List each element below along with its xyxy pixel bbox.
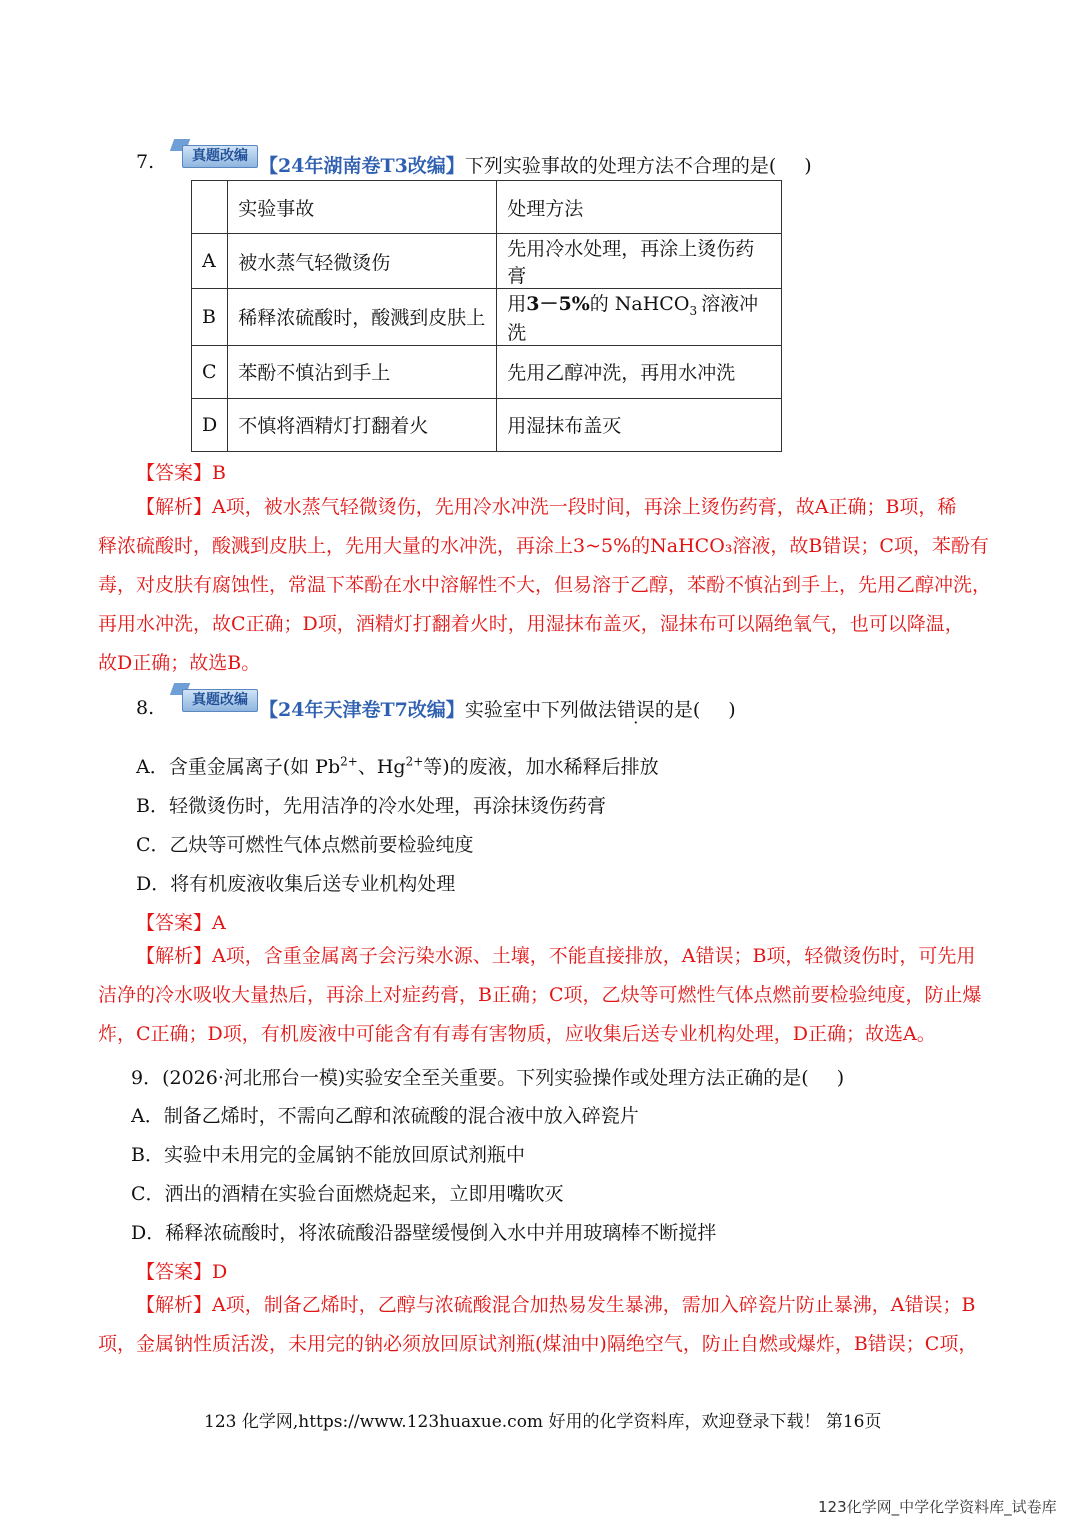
method-pre: 用: [507, 293, 527, 315]
site-watermark: 123化学网_中学化学资料库_试卷库: [818, 1498, 1057, 1516]
option-sup: 2+: [405, 754, 424, 769]
table-row: [192, 289, 782, 346]
analysis-line: 【解析】A项，被水蒸气轻微烫伤，先用冷水冲洗一段时间，再涂上烫伤药膏，故A正确；B项，稀: [136, 496, 957, 518]
analysis-line: 毒，对皮肤有腐蚀性，常温下苯酚在水中溶解性不大，但易溶于乙醇，苯酚不慎沾到手上，先用乙醇冲洗，: [98, 574, 992, 596]
option-post: 等)的废液，加水稀释后排放: [423, 756, 659, 778]
q7-stem-text: 下列实验事故的处理方法不合理的是(: [464, 155, 777, 177]
row-label: A: [192, 234, 228, 289]
q7-number: 7.: [136, 151, 155, 173]
q8-answer: 【答案】A: [136, 912, 226, 934]
table-header-cell: 实验事故: [228, 181, 497, 234]
method-sub: 3: [689, 303, 698, 318]
option-pre: A．含重金属离子(如 Pb: [136, 756, 341, 778]
analysis-line: 【解析】A项，含重金属离子会污染水源、土壤，不能直接排放，A错误；B项，轻微烫伤时，可先用: [136, 945, 976, 967]
table-row: [192, 398, 782, 451]
row-label: D: [192, 398, 228, 451]
q9-option-c: C．洒出的酒精在实验台面燃烧起来，立即用嘴吹灭: [131, 1183, 564, 1205]
q9-option-b: B．实验中未用完的金属钠不能放回原试剂瓶中: [131, 1144, 525, 1166]
table-header-cell: [192, 181, 228, 234]
q8-option-d: D．将有机废液收集后送专业机构处理: [136, 873, 456, 895]
method-bold: 3－5%: [526, 293, 590, 315]
q7-stem-end: ): [804, 155, 812, 177]
badge-label: 真题改编: [182, 145, 258, 168]
q8-stem-post: 的是(: [654, 699, 701, 721]
table-header-cell: 处理方法: [497, 181, 782, 234]
option-mid: 、Hg: [357, 756, 406, 778]
row-label: C: [192, 345, 228, 398]
page-footer: 123 化学网,https://www.123huaxue.com 好用的化学资料库，欢迎登录下载！ 第16页: [204, 1412, 882, 1432]
row-label: B: [192, 289, 228, 346]
q8-stem-end: ): [728, 699, 736, 721]
q8-number: 8.: [136, 697, 155, 719]
method-mid: 的 NaHCO: [589, 293, 690, 315]
q9-stem-end: ): [836, 1067, 845, 1089]
analysis-line: 释浓硫酸时，酸溅到皮肤上，先用大量的水冲洗，再涂上3~5%的NaHCO₃溶液，故B错误；C项，苯酚有: [98, 535, 989, 557]
q9-answer: 【答案】D: [136, 1261, 228, 1283]
exam-badge-q7: [172, 139, 258, 169]
analysis-line: 炸，C正确；D项，有机废液中可能含有有毒有害物质，应收集后送专业机构处理，D正确；故选A。: [98, 1023, 936, 1045]
row-accident: 稀释浓硫酸时，酸溅到皮肤上: [228, 289, 497, 346]
q8-option-a: [136, 752, 659, 779]
row-accident: 被水蒸气轻微烫伤: [228, 234, 497, 289]
exam-badge-q8: [172, 683, 258, 713]
q8-option-c: C．乙炔等可燃性气体点燃前要检验纯度: [136, 834, 474, 856]
q7-analysis: [98, 488, 992, 683]
q9-stem: [131, 1063, 844, 1090]
q8-source: 【24年天津卷T7改编】: [259, 699, 465, 721]
q8-stem-pre: 实验室中下列做法: [464, 699, 617, 721]
q8-stem-dotted: 错误: [616, 699, 655, 721]
analysis-line: 故D正确；故选B。: [98, 652, 261, 674]
row-method: 先用冷水处理，再涂上烫伤药膏: [497, 234, 782, 289]
q9-stem-text: 9．(2026·河北邢台一模)实验安全至关重要。下列实验操作或处理方法正确的是(: [131, 1067, 809, 1089]
row-method: 先用乙醇冲洗，再用水冲洗: [497, 345, 782, 398]
q9-analysis: [98, 1286, 988, 1364]
q7-answer: 【答案】B: [136, 462, 226, 484]
q7-stem: [259, 151, 812, 178]
row-method: 用湿抹布盖灭: [497, 398, 782, 451]
table-header-row: [192, 181, 782, 234]
analysis-line: 【解析】A项，制备乙烯时，乙醇与浓硫酸混合加热易发生暴沸，需加入碎瓷片防止暴沸，A错误；B: [136, 1294, 976, 1316]
table-row: [192, 345, 782, 398]
q8-stem: [259, 695, 736, 722]
badge-label: 真题改编: [182, 689, 258, 712]
table-row: [192, 234, 782, 289]
q8-option-b: B．轻微烫伤时，先用洁净的冷水处理，再涂抹烫伤药膏: [136, 795, 606, 817]
q8-analysis: [98, 937, 988, 1054]
analysis-line: 再用水冲洗，故C正确；D项，酒精灯打翻着火时，用湿抹布盖灭，湿抹布可以隔绝氧气，也可以降温，: [98, 613, 964, 635]
q9-option-a: A．制备乙烯时，不需向乙醇和浓硫酸的混合液中放入碎瓷片: [131, 1105, 639, 1127]
option-sup: 2+: [340, 754, 358, 769]
q7-table: [191, 180, 782, 452]
row-method: [497, 289, 782, 346]
analysis-line: 洁净的冷水吸收大量热后，再涂上对症药膏，B正确；C项，乙炔等可燃性气体点燃前要检验纯度，防止爆: [98, 984, 982, 1006]
q7-source: 【24年湖南卷T3改编】: [259, 155, 465, 177]
analysis-line: 项，金属钠性质活泼，未用完的钠必须放回原试剂瓶(煤油中)隔绝空气，防止自燃或爆炸，B错误；C项，: [98, 1333, 978, 1355]
q9-option-d: D．稀释浓硫酸时，将浓硫酸沿器壁缓慢倒入水中并用玻璃棒不断搅拌: [131, 1222, 717, 1244]
row-accident: 苯酚不慎沾到手上: [228, 345, 497, 398]
method-post: 溶液冲洗: [507, 293, 759, 344]
row-accident: 不慎将酒精灯打翻着火: [228, 398, 497, 451]
